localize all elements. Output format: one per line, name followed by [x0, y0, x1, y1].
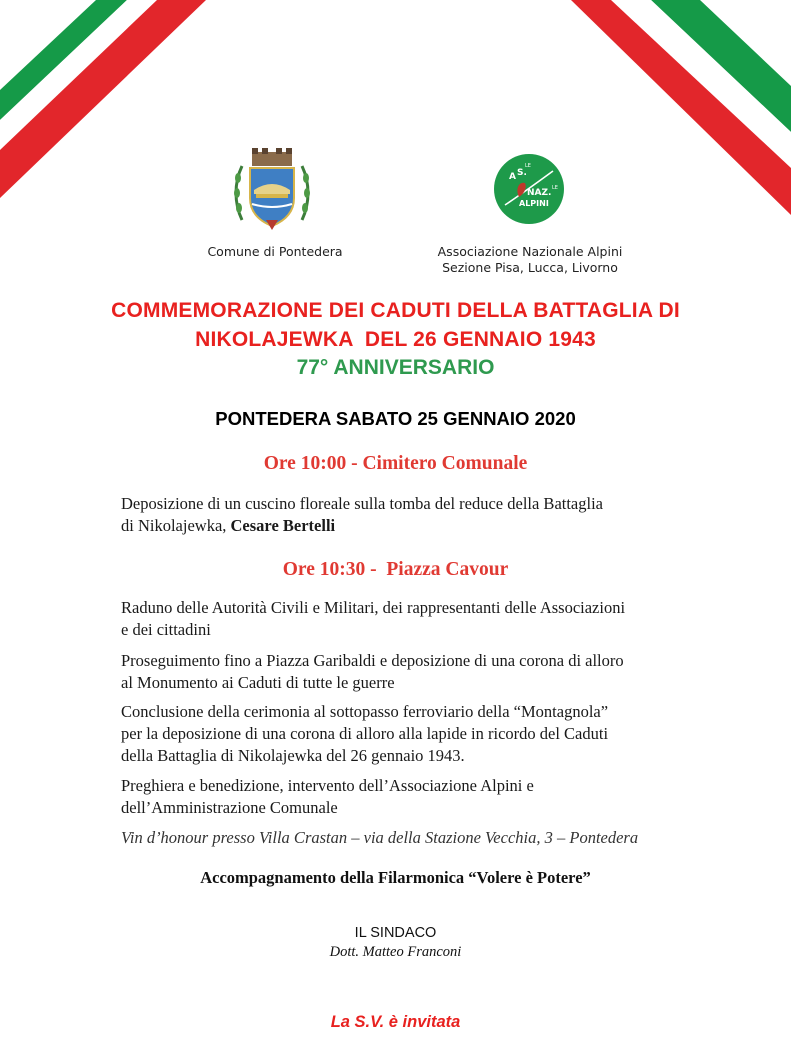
- anniversary-label: 77° ANNIVERSARIO: [296, 356, 495, 379]
- schedule-1-line2-prefix: di Nikolajewka,: [121, 516, 231, 535]
- reduce-name: Cesare Bertelli: [230, 516, 336, 535]
- vin-honour-note: Vin d’honour presso Villa Crastan – via della Stazione Vecchia, 3 – Pontedera: [121, 828, 639, 847]
- ana-alpini-logo-icon: [493, 153, 565, 225]
- ana-caption-line1: Associazione Nazionale Alpini: [437, 244, 623, 259]
- event-title-line1: COMMEMORAZIONE DEI CADUTI DELLA BATTAGLIA DI: [111, 299, 680, 322]
- signature-role: IL SINDACO: [354, 925, 437, 941]
- schedule-2-item-1: [121, 597, 721, 641]
- ana-caption-line2: Sezione Pisa, Lucca, Livorno: [442, 260, 618, 275]
- ana-logo-s: S.: [517, 168, 527, 178]
- ana-logo-naz: NAZ.: [527, 188, 552, 198]
- item-1-line2: e dei cittadini: [121, 620, 211, 639]
- invitation-note: La S.V. è invitata: [330, 1013, 461, 1031]
- item-3-line3: della Battaglia di Nikolajewka del 26 gennaio 1943.: [121, 746, 465, 765]
- ana-logo-le: LE: [525, 163, 531, 169]
- signature-name: Dott. Matteo Franconi: [329, 944, 462, 960]
- ana-logo-le2: LE: [552, 185, 558, 191]
- schedule-1-line1: Deposizione di un cuscino floreale sulla tomba del reduce della Battaglia: [121, 494, 603, 513]
- ana-caption: [420, 244, 640, 276]
- comune-coat-of-arms-icon: [232, 148, 312, 230]
- ana-logo-a: A: [509, 172, 516, 182]
- schedule-2-item-4: [121, 775, 721, 819]
- schedule-heading-1: Ore 10:00 - Cimitero Comunale: [263, 453, 528, 474]
- schedule-2-item-3: [121, 701, 721, 767]
- schedule-1-line2: [121, 515, 721, 537]
- ana-logo-alpini: ALPINI: [519, 199, 549, 208]
- event-title: [0, 296, 791, 354]
- italian-flag-ribbon-left: [0, 0, 220, 215]
- item-2-line1: Proseguimento fino a Piazza Garibaldi e deposizione di una corona di alloro: [121, 651, 624, 670]
- schedule-1-description: [121, 493, 721, 537]
- comune-caption: [195, 244, 355, 260]
- italian-flag-ribbon-right: [571, 0, 791, 215]
- accompaniment-note: Accompagnamento della Filarmonica “Volere è Potere”: [200, 868, 591, 887]
- item-2-line2: al Monumento ai Caduti di tutte le guerre: [121, 673, 395, 692]
- item-4-line2: dell’Amministrazione Comunale: [121, 798, 338, 817]
- schedule-heading-2: Ore 10:30 - Piazza Cavour: [282, 559, 509, 580]
- item-3-line2: per la deposizione di una corona di alloro alla lapide in ricordo del Caduti: [121, 724, 609, 743]
- comune-caption-text: Comune di Pontedera: [207, 244, 343, 259]
- item-1-line1: Raduno delle Autorità Civili e Militari, dei rappresentanti delle Associazioni: [121, 598, 626, 617]
- event-title-line2: NIKOLAJEWKA DEL 26 GENNAIO 1943: [195, 328, 596, 351]
- item-4-line1: Preghiera e benedizione, intervento dell’Associazione Alpini e: [121, 776, 534, 795]
- schedule-2-item-2: [121, 650, 721, 694]
- event-date: PONTEDERA SABATO 25 GENNAIO 2020: [215, 408, 576, 429]
- item-3-line1: Conclusione della cerimonia al sottopasso ferroviario della “Montagnola”: [121, 702, 609, 721]
